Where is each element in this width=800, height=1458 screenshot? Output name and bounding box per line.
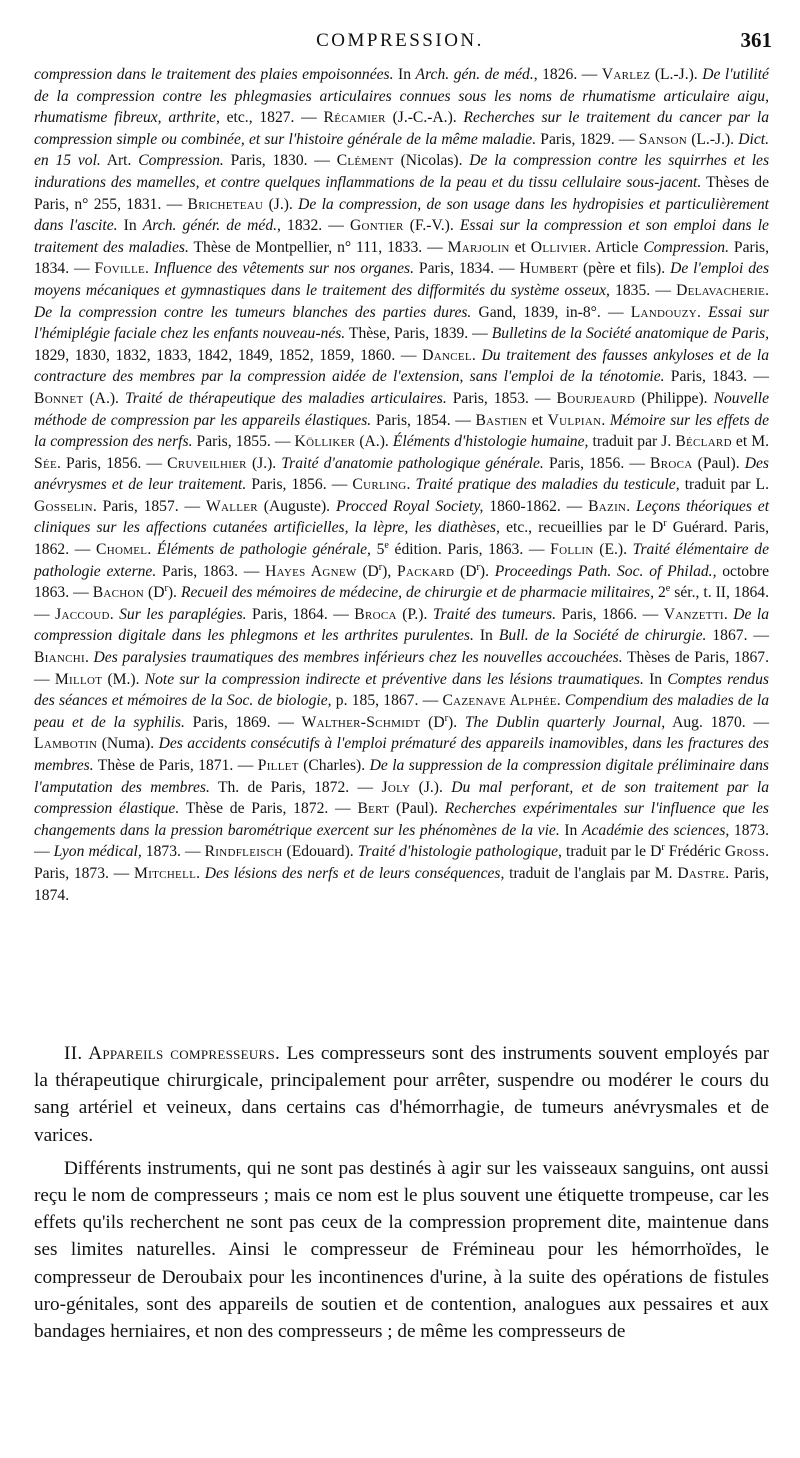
citation-text: (Numa).: [97, 735, 159, 753]
citation-text: (Edouard).: [282, 843, 358, 861]
citation-text: (Auguste).: [257, 497, 336, 515]
citation-text: et: [527, 411, 548, 429]
citation-text: r: [661, 842, 665, 854]
citation-text: Thèses de Paris, 1867. —: [34, 649, 770, 688]
author-name: Hayes Agnew: [265, 562, 357, 580]
author-name: Bricheteau: [187, 195, 264, 213]
citation-text: Paris, 1863. —: [156, 562, 266, 580]
citation-text: etc., recueillies par le D: [499, 519, 664, 537]
citation-text: .: [85, 649, 94, 667]
citation-text: 1860-1862. —: [483, 497, 589, 515]
author-name: Gontier: [349, 217, 404, 235]
author-name: Bert: [357, 800, 390, 818]
citation-text: .: [723, 605, 734, 623]
work-title: Essai sur l'hémiplégie faciale chez les enfants nouveau-nés.: [34, 303, 769, 343]
work-title: Nouvelle méthode de compression par les appareils élastiques.: [34, 389, 770, 429]
work-title: The Dublin quarterly Journal,: [464, 713, 666, 731]
author-name: Sée: [34, 454, 58, 472]
work-title: De la compression, de son usage dans les hydropisies et particulièrement dans l'ascite.: [34, 195, 769, 235]
author-name: Broca: [354, 605, 397, 623]
citation-text: r: [164, 583, 168, 595]
author-name: Marjolin: [447, 238, 510, 256]
citation-text: ),: [382, 562, 398, 580]
author-name: Waller: [205, 497, 258, 515]
author-name: Foville: [94, 260, 146, 278]
work-title: Comptes rendus des séances et mémoires de la Soc. de biologie,: [34, 670, 769, 710]
citation-text: Paris, 1829. —: [536, 130, 639, 148]
citation-text: (F.-V.).: [403, 217, 460, 235]
work-title: Influence des vêtements sur nos organes.: [153, 260, 414, 278]
author-name: Humbert: [519, 260, 579, 278]
citation-text: 5: [370, 541, 385, 559]
citation-text: Thèse, Paris, 1839. —: [345, 325, 492, 343]
citation-text: (M.).: [102, 670, 145, 688]
author-name: Vulpian: [547, 411, 602, 429]
citation-text: Thèse de Montpellier, n° 111, 1833. —: [188, 238, 448, 256]
citation-text: Thèse de Paris, 1872. —: [179, 800, 358, 818]
citation-text: (L.-J.).: [650, 66, 703, 83]
author-name: Bourjeaurd: [556, 389, 636, 407]
citation-text: In: [393, 66, 416, 83]
work-title: compression dans le traitement des plaies empoisonnées.: [34, 66, 394, 83]
citation-text: .: [765, 281, 769, 299]
work-title: Traité élémentaire de pathologie externe.: [34, 541, 769, 580]
citation-text: e: [384, 539, 389, 551]
citation-text: r: [663, 518, 667, 530]
author-name: Gosselin: [34, 497, 93, 515]
citation-text: .: [109, 605, 120, 623]
author-name: Jaccoud: [55, 605, 110, 623]
citation-text: (E.).: [593, 541, 633, 559]
citation-text: Paris, 1856. —: [543, 454, 651, 472]
citation-text: (P.).: [396, 605, 433, 623]
citation-text: . Article: [587, 238, 644, 256]
author-name: Bastien: [475, 411, 528, 429]
citation-text: Paris, 1855. —: [192, 433, 295, 451]
citation-text: In: [559, 821, 582, 839]
citation-text: Paris, 1830. —: [223, 152, 337, 170]
citation-text: 1867. —: [706, 627, 770, 645]
citation-text: et M.: [731, 433, 769, 451]
citation-text: . Paris, 1874.: [34, 864, 769, 904]
citation-text: r: [378, 561, 383, 573]
section-paragraph-2: Différents instruments, qui ne sont pas destinés à agir sur les vaisseaux sanguins, ont aussi reçu le nom de compresseurs ; mais ce nom est le plus souvent une étiquette trompeuse, car les effets qu'ils recherchent ne sont pas ceux de la compression proprement dite, maintenue dans ses limites naturelles. Ainsi le compresseur de Frémineau pour les hémorrhoïdes, le compresseur de Deroubaix pour les incontinences d'urine, à la suite des opérations de fistules uro-génitales, sont des appareils de soutien et de contention, analogues aux pessaires et aux bandages herniaires, et non des compresseurs ; de même les compresseurs de: [34, 1157, 769, 1343]
work-title: De l'utilité de la compression contre les phlegmasies articulaires connues sous les noms de rhumatisme articulaire aigu, rhumatisme fibreux, arthrite,: [34, 66, 769, 127]
work-title: Dict. en 15 vol.: [34, 130, 770, 170]
author-name: Pillet: [257, 757, 299, 774]
citation-text: édition. Paris, 1863. —: [388, 541, 551, 559]
work-title: Recueil des mémoires de médecine, de chirurgie et de pharmacie militaires,: [180, 584, 654, 602]
citation-text: Aug. 1870. —: [665, 713, 769, 731]
author-name: Walther-Schmidt: [301, 713, 421, 731]
citation-text: 1873. —: [141, 843, 205, 861]
citation-text: 1873. —: [34, 821, 769, 861]
work-title: Traité d'anatomie pathologique générale.: [281, 454, 544, 472]
citation-text: Thèse de Paris, 1871. —: [93, 757, 258, 774]
work-title: Recherches sur le traitement du cancer par la compression simple ou combinée, et sur l'histoire générale de la même maladie.: [34, 109, 769, 148]
citation-text: , 1826. —: [533, 66, 602, 83]
citation-text: (J.).: [263, 195, 299, 213]
work-title: Traité pratique des maladies du testicule,: [415, 476, 680, 494]
citation-text: .: [406, 476, 416, 494]
citation-text: . Paris, 1856. —: [57, 454, 168, 472]
work-title: Bulletins de la Société anatomique de Paris,: [491, 325, 769, 343]
citation-text: Paris, 1853. —: [446, 389, 557, 407]
author-name: Follin: [550, 541, 594, 559]
citation-text: (Paul).: [692, 454, 745, 472]
citation-text: (Philippe).: [635, 389, 714, 407]
citation-text: Paris, 1854. —: [371, 411, 476, 429]
work-title: De l'emploi des moyens mécaniques et gymnastiques dans le traitement des difformités du système osseux,: [34, 260, 770, 299]
author-name: Bianchi: [34, 649, 85, 667]
author-name: Kölliker: [294, 433, 356, 451]
author-name: Varlez: [601, 66, 651, 83]
work-title: Lyon médical,: [53, 843, 142, 861]
citation-text: et: [509, 238, 531, 256]
citation-text: Th. de Paris, 1872. —: [209, 778, 382, 796]
citation-text: (D: [420, 713, 445, 731]
citation-text: (A.).: [83, 389, 125, 407]
section-appareils-compresseurs: [34, 1040, 769, 1345]
work-title: Des accidents consécutifs à l'emploi prématuré des appareils inamovibles, dans les fractures des membres.: [34, 735, 769, 774]
citation-text: (Nicolas).: [393, 152, 470, 170]
citation-text: Guérard. Paris, 1862. —: [34, 519, 769, 559]
page-header: [0, 30, 800, 60]
citation-text: . Paris, 1857. —: [92, 497, 206, 515]
work-title: Compression.: [643, 238, 729, 256]
paragraph-text: Les compresseurs sont des instruments souvent employés par la thérapeutique chirurgicale, principalement pour arrêter, suspendre ou modérer le cours du sang artériel et veineux, dans certains cas d'hémorrhagie, de tumeurs anévrysmales et de varices.: [34, 1043, 769, 1146]
author-name: Ollivier: [530, 238, 588, 256]
author-name: Vanzetti: [663, 605, 724, 623]
section-heading: II. Appareils compresseurs.: [64, 1043, 281, 1064]
citation-text: In: [473, 627, 499, 645]
citation-text: . Paris, 1873. —: [34, 843, 770, 882]
work-title: Éléments d'histologie humaine,: [392, 433, 589, 451]
citation-text: .: [697, 303, 709, 321]
citation-text: Paris, 1834. —: [34, 238, 769, 278]
citation-text: e: [665, 583, 671, 595]
work-title: Du mal perforant, et de son traitement par la compression élastique.: [34, 778, 769, 818]
work-title: Bull. de la Société de chirurgie.: [498, 627, 707, 645]
work-title: Des paralysies traumatiques des membres inférieurs chez les nouvelles accouchées.: [93, 649, 623, 667]
author-name: Dancel: [422, 346, 472, 364]
work-title: Traité d'histologie pathologique,: [357, 843, 562, 861]
citation-text: Paris, 1869. —: [184, 713, 302, 731]
citation-text: (J.).: [246, 454, 282, 472]
work-title: Éléments de pathologie générale,: [156, 541, 371, 559]
work-title: Essai sur la compression et son emploi dans le traitement des maladies.: [34, 217, 769, 256]
work-title: Compendium des maladies de la peau et de la syphilis.: [34, 692, 770, 731]
author-name: Cazenave Alphée: [442, 692, 557, 710]
work-title: Leçons théoriques et cliniques sur les affections cutanées artificielles, la lèpre, les diathèses,: [34, 497, 770, 537]
author-name: Lambotin: [34, 735, 98, 753]
citation-text: In: [643, 670, 668, 688]
citation-text: Frédéric: [664, 843, 725, 861]
citation-text: octobre 1863. —: [34, 562, 769, 602]
citation-text: r: [444, 712, 449, 724]
work-title: Proceedings Path. Soc. of Philad.,: [494, 562, 717, 580]
citation-text: traduit de l'anglais par M.: [504, 864, 678, 882]
citation-text: .: [556, 692, 565, 710]
work-title: Traité de thérapeutique des maladies articulaires.: [124, 389, 447, 407]
citation-text: .: [626, 497, 637, 515]
citation-text: Paris, 1843. —: [664, 368, 769, 386]
author-name: Mitchell: [134, 864, 197, 882]
citation-text: (D: [144, 584, 165, 602]
citation-text: Paris, 1866. —: [556, 605, 664, 623]
citation-text: (J.).: [410, 778, 452, 796]
work-title: Arch. gén. de méd.: [415, 66, 534, 83]
bibliography-block: [34, 64, 769, 906]
work-title: De la compression digitale dans les phlegmons et les arthrites purulentes.: [34, 605, 769, 645]
work-title: De la compression contre les squirrhes et les indurations des mamelles, et contre quelques inflammations de la peau et du tissu cellulaire sous-jacent.: [34, 152, 770, 191]
citation-text: (L.-J.).: [687, 130, 739, 148]
citation-text: Paris, 1864. —: [246, 605, 355, 623]
work-title: Arch. génér. de méd.: [142, 217, 278, 235]
work-title: Académie des sciences,: [581, 821, 730, 839]
citation-text: 1829, 1830, 1832, 1833, 1842, 1849, 1852, 1859, 1860. —: [34, 346, 423, 364]
work-title: Des lésions des nerfs et de leurs conséquences,: [204, 864, 505, 882]
author-name: Béclard: [675, 433, 732, 451]
author-name: Chomel: [96, 541, 148, 559]
author-name: Bonnet: [34, 389, 84, 407]
citation-text: ).: [167, 584, 181, 602]
page-number: 361: [740, 28, 772, 52]
work-title: Compression.: [138, 152, 224, 170]
section-paragraph-1: [34, 1040, 769, 1149]
citation-text: .: [471, 346, 482, 364]
author-name: Récamier: [323, 109, 386, 127]
citation-text: (Charles).: [298, 757, 370, 774]
author-name: Dastre: [677, 864, 726, 882]
citation-text: (D: [356, 562, 379, 580]
work-title: De la suppression de la compression digitale préliminaire dans l'amputation des membres.: [34, 757, 770, 796]
citation-text: traduit par L.: [679, 476, 769, 494]
work-title: Procced Royal Society,: [335, 497, 484, 515]
citation-text: .: [196, 864, 205, 882]
citation-text: Paris, 1856. —: [246, 476, 353, 494]
citation-text: Paris, 1834. —: [413, 260, 520, 278]
author-name: Sanson: [638, 130, 688, 148]
author-name: Landouzy: [630, 303, 698, 321]
author-name: Joly: [381, 778, 411, 796]
work-title: Du traitement des fausses ankyloses et de la contracture des membres par la compression aidée de l'extension, sans l'emploi de la ténotomie.: [34, 346, 770, 386]
citation-text: .: [601, 411, 610, 429]
citation-text: ).: [448, 713, 465, 731]
citation-text: 2: [653, 584, 666, 602]
citation-text: ).: [479, 562, 495, 580]
citation-text: (père et fils).: [578, 260, 671, 278]
citation-text: Thèses de Paris, n° 255, 1831. —: [34, 173, 769, 213]
citation-text: , 1832. —: [277, 217, 350, 235]
citation-text: .: [147, 541, 157, 559]
citation-text: etc., 1827. —: [219, 109, 324, 127]
citation-text: (J.-C.-A.).: [385, 109, 464, 127]
citation-text: Art.: [100, 152, 139, 170]
author-name: Packard: [397, 562, 455, 580]
work-title: Sur les paraplégies.: [119, 605, 247, 623]
citation-text: sér., t. II, 1864. —: [34, 584, 769, 623]
work-title: Recherches expérimentales sur l'influence que les changements dans la pression barométrique exercent sur les phénomènes de la vie.: [34, 800, 769, 839]
citation-text: 1835. —: [609, 281, 677, 299]
author-name: Rindfleisch: [204, 843, 283, 861]
author-name: Curling: [352, 476, 407, 494]
citation-text: p. 185, 1867. —: [331, 692, 443, 710]
citation-text: (D: [454, 562, 477, 580]
author-name: Bachon: [92, 584, 145, 602]
work-title: Note sur la compression indirecte et préventive dans les lésions traumatiques.: [144, 670, 644, 688]
author-name: Cruveilhier: [167, 454, 247, 472]
author-name: Delavacherie: [676, 281, 766, 299]
running-title: COMPRESSION.: [316, 30, 484, 51]
work-title: Mémoire sur les effets de la compression des nerfs.: [34, 411, 769, 451]
author-name: Bazin: [588, 497, 627, 515]
citation-text: traduit par J.: [588, 433, 676, 451]
citation-text: .: [145, 260, 154, 278]
author-name: Broca: [650, 454, 693, 472]
citation-text: In: [117, 217, 143, 235]
citation-text: (A.).: [355, 433, 393, 451]
work-title: De la compression contre les tumeurs blanches des parties dures.: [34, 303, 472, 321]
citation-text: (Paul).: [389, 800, 445, 818]
author-name: Millot: [54, 670, 103, 688]
work-title: Traité des tumeurs.: [432, 605, 557, 623]
citation-text: r: [476, 561, 480, 573]
author-name: Clément: [336, 152, 394, 170]
author-name: Gross: [724, 843, 766, 861]
citation-text: Gand, 1839, in-8°. —: [471, 303, 631, 321]
work-title: Des anévrysmes et de leur traitement.: [34, 454, 770, 494]
citation-text: traduit par le D: [561, 843, 662, 861]
